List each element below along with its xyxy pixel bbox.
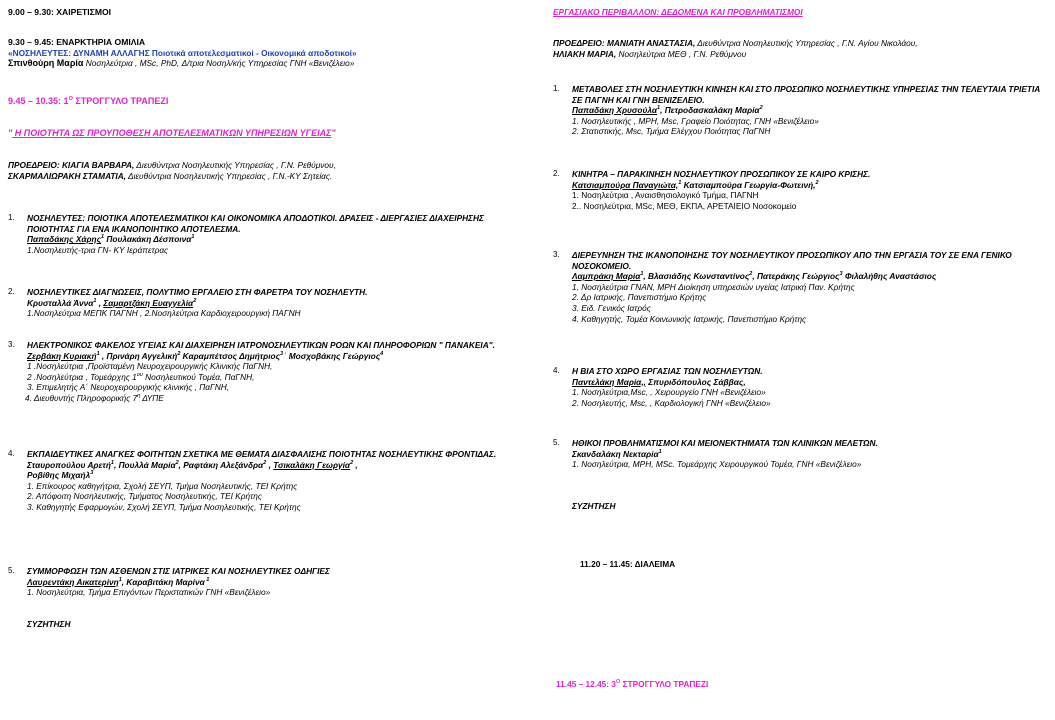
left-chairs-line1 [8, 160, 508, 171]
author-name: Μοσχοβάκης Γεώργιος [286, 350, 381, 361]
item-affiliation: 1. Νοσηλεύτρια ΓΝΑΝ, MPH Διοίκηση υπηρεσιών υγείας Ιατρική Παν. Κρήτης [572, 281, 855, 292]
round1-theme-text: Η ΠΟΙΟΤΗΤΑ ΩΣ ΠΡΟΥΠΟΘΕΣΗ ΑΠΟΤΕΛΕΣΜΑΤΙΚΩΝ ΥΠΗΡΕΣΙΩΝ ΥΓΕΙΑΣ [12, 128, 332, 138]
welcome-time: 9.00 – 9.30: ΧΑΙΡΕΤΙΣΜΟΙ [8, 7, 112, 17]
item-affiliation: 1.Νοσηλευτής-τρια ΓΝ- ΚΥ Ιεράπετρας [27, 244, 169, 255]
item-authors [572, 180, 1048, 191]
author-sup: 1 [96, 350, 100, 357]
author-name: , Πουλλά Μαρία [113, 459, 176, 470]
author-name: , Πετροδασκαλάκη Μαρία [660, 105, 760, 116]
author-name: Ζερβάκη Κυριακή [27, 350, 97, 361]
author-separator: , [266, 459, 274, 470]
round3-heading [556, 679, 1051, 690]
item-authors [572, 271, 1048, 282]
item-affiliation: 1. Νοσηλεύτρια, Τμήμα Επιγόντων Περιστατικών ΓΝΗ «Βενιζέλειο» [27, 587, 271, 598]
round3-label: ΣΤΡΟΓΓΥΛΟ ΤΡΑΠΕΖΙ [620, 679, 709, 689]
item-title: ΕΚΠΑΙΔΕΥΤΙΚΕΣ ΑΝΑΓΚΕΣ ΦΟΙΤΗΤΩΝ ΣΧΕΤΙΚΑ ΜΕ ΘΕΜΑΤΑ ΔΙΑΣΦΑΛΙΣΗΣ ΠΟΙΟΤΗΤΑΣ ΝΟΣΗΛΕΥΤΙΚΗΣ ΦΡΟΝΤΙΔΑΣ. [27, 449, 497, 459]
opening-subtitle: «ΝΟΣΗΛΕΥΤΕΣ: ΔΥΝΑΜΗ ΑΛΛΑΓΗΣ Ποιοτικά αποτελεσματικοί - Οικονομικά αποδοτικοί» [8, 47, 357, 58]
item-title: ΔΙΕΡΕΥΝΗΣΗ ΤΗΣ ΙΚΑΝΟΠΟΙΗΣΗΣ ΤΟΥ ΝΟΣΗΛΕΥΤΙΚΟΥ ΠΡΟΣΩΠΙΚΟΥ ΑΠΟ ΤΗΝ ΕΡΓΑΣΙΑ ΤΟΥ ΣΕ ΕΝΑ ΓΕΝΙΚΟ ΝΟΣΟΚΟΜΕΙΟ. [572, 250, 1012, 271]
item-affiliation: 2. Νοσηλευτής, Msc, , Καρδιολογική ΓΝΗ «Βενιζέλειο» [572, 397, 771, 408]
item-affiliation: 1 .Νοσηλεύτρια ,Προϊσταμένη Νευροχειρουργικής Κλινικής ΠαΓΝΗ, [27, 361, 273, 372]
left-item-5 [8, 566, 508, 598]
right-chairs-line2 [553, 49, 1048, 60]
item-affiliation: 1. Επίκουρος καθηγήτρια, Σχολή ΣΕΥΠ, Τμήμα Νοσηλευτικής, ΤΕΙ Κρήτης [27, 480, 298, 491]
affiliation-sup: η [137, 393, 141, 400]
left-chairs-line2 [8, 171, 508, 182]
author-name: Σπυριδόπουλος Σάββας, [645, 376, 746, 387]
left-item-1 [8, 213, 508, 255]
item-title: ΜΕΤΑΒΟΛΕΣ ΣΤΗ ΝΟΣΗΛΕΥΤΙΚΗ ΚΙΝΗΣΗ ΚΑΙ ΣΤΟ ΠΡΟΣΩΠΙΚΟ ΝΟΣΗΛΕΥΤΙΚΗΣ ΥΠΗΡΕΣΙΑΣ ΤΗΝ ΤΕΛΕΥΤΑΙΑ ΤΡΙΕΤΙΑ ΣΕ ΠΑΓΝΗ ΚΑΙ ΓΝΗ ΒΕΝΙΖΕΛΕΙΟ. [572, 84, 1040, 105]
author-name: , Ραφτάκη Αλεξάνδρα [178, 459, 264, 470]
right-item-1 [553, 84, 1048, 137]
item-title: Η ΒΙΑ ΣΤΟ ΧΩΡΟ ΕΡΓΑΣΙΑΣ ΤΩΝ ΝΟΣΗΛΕΥΤΩΝ. [572, 366, 763, 376]
author-name: , Καραβιτάκη Μαρίνα [121, 576, 205, 587]
left-chairs-label: ΠΡΟΕΔΡΕΙΟ: ΚΙΑΓΙΑ ΒΑΡΒΑΡΑ, [8, 160, 135, 170]
left-chairs-line1-rest: Διευθύντρια Νοσηλευτικής Υπηρεσίας , Γ.Ν. Ρεθύμνου, [134, 160, 336, 170]
author-name: Λαμπράκη Μαρία [572, 271, 641, 282]
author-name: Σταυροπούλου Αρετή [27, 459, 111, 470]
item-number: 2. [553, 169, 560, 178]
item-affiliation: 2.. Νοσηλεύτρια, MSc, ΜΕΘ, ΕΚΠΑ, ΑΡΕΤΑΙΕΙΟ Νοσοκομείο [572, 200, 797, 211]
author-sup: 2 [193, 297, 197, 304]
author-sup: 2 [263, 459, 267, 466]
left-chairs-line2-name: ΣΚΑΡΜΑΛΙΩΡΑΚΗ ΣΤΑΜΑΤΙΑ, [8, 170, 126, 181]
author-sup: 1 [657, 105, 661, 112]
item-affiliation: 2. Στατιστικής, Msc, Τμήμα Ελέγχου Ποιότητας ΠαΓΝΗ [572, 126, 771, 137]
item-affiliation: 3. Ειδ. Γενικός Ιατρός [572, 302, 651, 313]
item-authors [27, 460, 508, 471]
item-affiliation: 1. Νοσηλεύτρια, MPH, MSc. Τομεάρχης Χειρουργικού Τομέα, ΓΝΗ «Βενιζέλειο» [572, 459, 862, 470]
author-sup: 2 [350, 459, 354, 466]
author-separator: , [353, 459, 358, 470]
round1-theme [8, 128, 508, 139]
item-affiliation: 1. Νοσηλευτικής , MPH, Msc, Γραφείο Ποιότητας, ΓΝΗ «Βενιζέλειο» [572, 115, 819, 126]
item-affiliation: 1. Νοσηλεύτρια , Αναισθησιολογικό Τμήμα, ΠΑΓΝΗ [572, 190, 759, 201]
break-time: 11.20 – 11.45: ΔΙΑΛΕΙΜΑ [580, 559, 676, 569]
round1-heading [8, 96, 508, 107]
item-affiliation: 1. Νοσηλεύτρια,Msc, , Χειρουργείο ΓΝΗ «Βενιζέλειο» [572, 387, 766, 398]
item-authors [572, 449, 1048, 460]
author-name: Τσικαλάκη Γεωργία [273, 459, 351, 470]
opening-speaker-role: Νοσηλεύτρια , MSc, PhD, Δ/τρια Νοσηλ/κής Υπηρεσίας ΓΝΗ «Βενιζέλειο» [83, 58, 355, 69]
author-name: , Πρινάρη Αγγελική [99, 350, 178, 361]
opening-speaker: Σπινθούρη Μαρία [8, 58, 84, 69]
item-number: 3. [8, 340, 15, 349]
round1-theme-quote-open: " [8, 128, 13, 138]
item-title: ΝΟΣΗΛΕΥΤΕΣ: ΠΟΙΟΤΙΚΑ ΑΠΟΤΕΛΕΣΜΑΤΙΚΟΙ ΚΑΙ ΟΙΚΟΝΟΜΙΚΑ ΑΠΟΔΟΤΙΚΟΙ. ΔΡΑΣΕΙΣ - ΔΙΕΡΓΑΣΙΕΣ ΔΙΑΧΕΙΡΗΣΗΣ ΠΟΙΟΤΗΤΑΣ ΓΙΑ ΕΝΑ ΙΚΑΝΟΠΟΙΗΤΙΚΟ ΑΠΟΤΕΛΕΣΜΑ. [27, 213, 484, 234]
affiliation-text: 4. Διευθυντής Πληροφορικής 7 [25, 392, 138, 403]
author-sup: 1 [204, 576, 210, 583]
author-sup: 2 [175, 459, 179, 466]
author-name: Κατσιαμπούρα Παναγιώτα, [572, 179, 679, 190]
right-chairs-line1 [553, 38, 1048, 49]
author-sup: 2 [759, 105, 763, 112]
author-sup: 1 [110, 459, 114, 466]
author-separator: , [96, 297, 104, 308]
round1-theme-quote-close: " [331, 128, 336, 138]
left-chairs [8, 160, 508, 181]
author-name: Λαυρεντάκη Αικατερίνη [27, 576, 119, 587]
item-affiliation [27, 372, 508, 383]
item-number: 2. [8, 287, 15, 296]
author-sup: 1 [191, 234, 195, 241]
item-number: 4. [8, 449, 15, 458]
author-name: Ροβίθης Μιχαήλ [27, 470, 91, 481]
item-authors [27, 234, 508, 245]
affiliation-text: Νοσηλευτικού Τομέα, ΠαΓΝΗ, [142, 371, 255, 382]
author-sup: 2 [749, 271, 753, 278]
item-affiliation: 2. Απόφοιτη Νοσηλευτικής, Τμήματος Νοσηλευτικής, ΤΕΙ Κρήτης [27, 491, 262, 502]
author-name: Παπαδάκη Χρυσούλα [572, 105, 658, 116]
item-authors-cont [27, 470, 508, 481]
opening-section [8, 37, 508, 69]
item-authors [27, 351, 508, 362]
author-name: Παπαδάκης Χάρης [27, 234, 102, 245]
right-item-4 [553, 366, 1048, 408]
author-sup: 1 [93, 297, 97, 304]
right-discussion: ΣΥΖΗΤΗΣΗ [572, 501, 616, 511]
item-number: 1. [553, 84, 560, 93]
right-item-5 [553, 438, 1048, 470]
author-name: Πουλακάκη Δέσποινα [104, 234, 192, 245]
author-sup: 1 [678, 179, 682, 186]
left-item-4 [8, 449, 508, 513]
author-name: Φιλαλήθης Αναστάσιος [842, 271, 937, 282]
author-name: Σκανδαλάκη Νεκταρία [572, 448, 659, 459]
item-affiliation: 3. Καθηγητής Εφαρμογών, Σχολή ΣΕΥΠ, Τμήμα Νοσηλευτικής, ΤΕΙ Κρήτης [27, 501, 301, 512]
left-chairs-line2-rest: Διευθύντρια Νοσηλευτικής Υπηρεσίας , Γ.Ν.-ΚΥ Σητείας. [126, 170, 333, 181]
opening-time: 9.30 – 9.45: ΕΝΑΡΚΤΗΡΙΑ ΟΜΙΛΙΑ [8, 37, 146, 47]
item-authors [27, 298, 508, 309]
affiliation-sup: ου [136, 372, 143, 379]
author-name: Σαμαρτζάκη Ευαγγελία [103, 297, 194, 308]
item-affiliation: 2. Δρ Ιατρικής, Πανεπιστήμιο Κρήτης [572, 292, 707, 303]
round1-label: ΣΤΡΟΓΓΥΛΟ ΤΡΑΠΕΖΙ [72, 96, 169, 106]
author-name: , Βλασιάδης Κωνσταντίνος [643, 271, 750, 282]
author-name: Κρυσταλλά Άννα [27, 297, 94, 308]
item-affiliation: 1.Νοσηλεύτρια ΜΕΠΚ ΠΑΓΝΗ , 2.Νοσηλεύτρια Καρδιοχειρουργική ΠΑΓΝΗ [27, 308, 301, 319]
session-theme: ΕΡΓΑΣΙΑΚΟ ΠΕΡΙΒΑΛΛΟΝ: ΔΕΔΟΜΕΝΑ ΚΑΙ ΠΡΟΒΛΗΜΑΤΙΣΜΟΙ [553, 7, 803, 17]
right-item-2 [553, 169, 1048, 211]
right-chairs-line2-rest: Νοσηλεύτρια ΜΕΘ , Γ.Ν. Ρεθύμνου [616, 48, 747, 59]
affiliation-text: 2 .Νοσηλεύτρια , Τομεάρχης 1 [27, 371, 137, 382]
round1-time: 9.45 – 10.35: 1 [8, 96, 69, 106]
author-name: Καραμπέτσος Δημήτριος [180, 350, 280, 361]
item-affiliation: 4. Καθηγητής, Τομέα Κοινωνικής Ιατρικής, Πανεπιστήμιο Κρήτης [572, 313, 807, 324]
left-item-3 [8, 340, 508, 404]
item-title: ΣΥΜΜΟΡΦΩΣΗ ΤΩΝ ΑΣΘΕΝΩΝ ΣΤΙΣ ΙΑΤΡΙΚΕΣ ΚΑΙ ΝΟΣΗΛΕΥΤΙΚΕΣ ΟΔΗΓΙΕΣ [27, 566, 330, 576]
left-item-2 [8, 287, 508, 319]
item-number: 5. [8, 566, 15, 575]
item-number: 5. [553, 438, 560, 447]
item-number: 3. [553, 250, 560, 259]
author-sup: 3 [90, 470, 94, 477]
item-authors [572, 377, 1048, 388]
author-sup: 1 [101, 234, 105, 241]
right-chairs-line1-rest: Διευθύντρια Νοσηλευτικής Υπηρεσίας , Γ.Ν. Αγίου Νικολάου, [695, 38, 918, 48]
author-name: , Πατεράκης Γεώργιος [752, 271, 840, 282]
item-title: ΗΛΕΚΤΡΟΝΙΚΟΣ ΦΑΚΕΛΟΣ ΥΓΕΙΑΣ ΚΑΙ ΔΙΑΧΕΙΡΗΣΗ ΙΑΤΡΟΝΟΣΗΛΕΥΤΙΚΩΝ ΡΟΩΝ ΚΑΙ ΠΛΗΡΟΦΟΡΙΩΝ " ΠΑΝΑΚΕΙΑ". [27, 340, 495, 350]
item-title: ΝΟΣΗΛΕΥΤΙΚΕΣ ΔΙΑΓΝΩΣΕΙΣ, ΠΟΛΥΤΙΜΟ ΕΡΓΑΛΕΙΟ ΣΤΗ ΦΑΡΕΤΡΑ ΤΟΥ ΝΟΣΗΛΕΥΤΗ. [27, 287, 368, 297]
author-sup: 4 [380, 350, 384, 357]
round1-sup: Ο [68, 96, 73, 102]
item-number: 4. [553, 366, 560, 375]
item-authors [572, 105, 1048, 116]
opening-speaker-line [8, 58, 508, 69]
author-name: Κατσιαμπούρα Γεωργία-Φωτεινή, [681, 179, 816, 190]
author-sup: 1 [118, 576, 122, 583]
right-item-3 [553, 250, 1048, 324]
author-sup: 1 [640, 271, 644, 278]
item-authors [27, 577, 508, 588]
round3-sup: Ο [615, 679, 621, 686]
author-sup: 2 [815, 179, 819, 186]
left-discussion: ΣΥΖΗΤΗΣΗ [27, 619, 71, 629]
item-title: ΗΘΙΚΟΙ ΠΡΟΒΛΗΜΑΤΙΣΜΟΙ ΚΑΙ ΜΕΙΟΝΕΚΤΗΜΑΤΑ ΤΩΝ ΚΛΙΝΙΚΩΝ ΜΕΛΕΤΩΝ. [572, 438, 878, 448]
author-sup: 3 · [280, 350, 287, 357]
author-sup: 3 [839, 271, 843, 278]
right-chairs [553, 38, 1048, 59]
right-chairs-label: ΠΡΟΕΔΡΕΙΟ: ΜΑΝΙΑΤΗ ΑΝΑΣΤΑΣΙΑ, [553, 38, 696, 48]
author-name: Παντελάκη Μαρία,, [572, 376, 646, 387]
right-chairs-line2-name: ΗΛΙΑΚΗ ΜΑΡΙΑ, [553, 48, 617, 59]
round3-time: 11.45 – 12.45: 3 [556, 679, 616, 689]
item-affiliation: 3. Επιμελητής Α΄ Νευροχειρουργικής κλινικής , ΠαΓΝΗ, [27, 382, 230, 393]
affiliation-text: ΔΥΠΕ [140, 392, 164, 403]
author-sup: 1 [658, 448, 662, 455]
author-sup: 2 [177, 350, 181, 357]
item-affiliation [25, 393, 508, 404]
item-number: 1. [8, 213, 15, 222]
item-title: ΚΙΝΗΤΡΑ – ΠΑΡΑΚΙΝΗΣΗ ΝΟΣΗΛΕΥΤΙΚΟΥ ΠΡΟΣΩΠΙΚΟΥ ΣΕ ΚΑΙΡΟ ΚΡΙΣΗΣ. [572, 169, 871, 179]
